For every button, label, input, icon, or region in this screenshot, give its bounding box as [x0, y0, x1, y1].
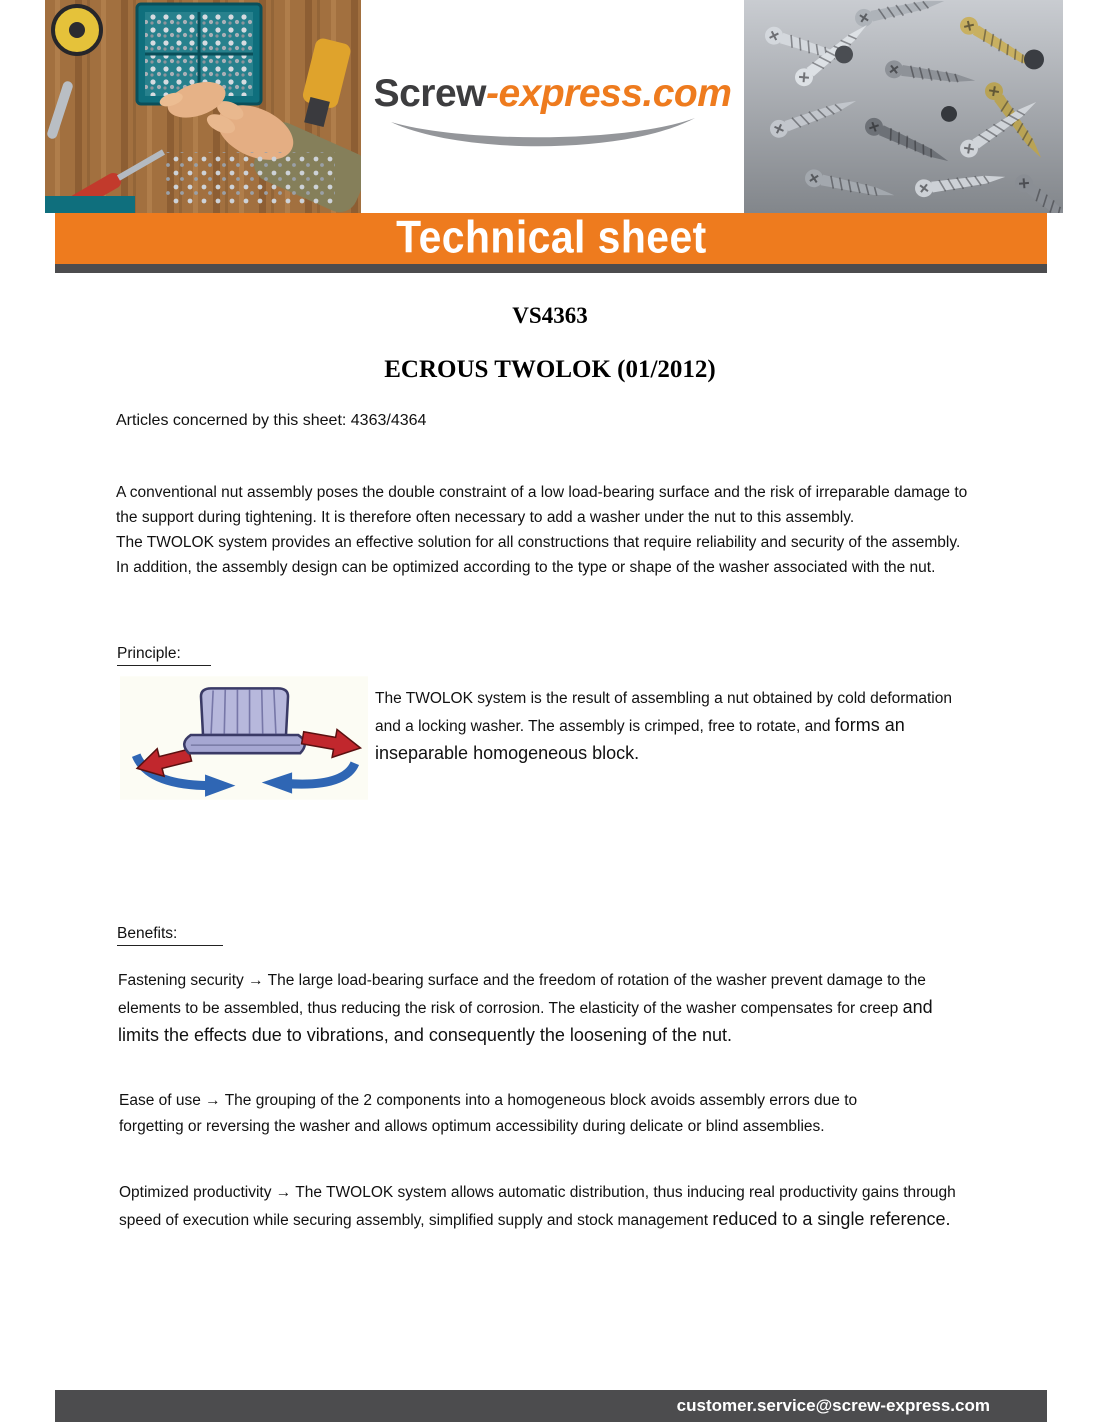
- benefit-3-main: Optimized productivity → The TWOLOK system allows automatic distribution, thus inducing real productivity gains through speed of execution while securing assembly, simplified supply and stock management: [119, 1184, 956, 1229]
- logo-swoosh-icon: [387, 114, 699, 156]
- logo-text: [374, 72, 732, 115]
- twolok-nut-illustration: [120, 676, 368, 800]
- document-title: VS4363: [512, 303, 588, 328]
- benefit-1-main: Fastening security → The large load-bearing surface and the freedom of rotation of the washer prevent damage to the elements to be assembled, thus reducing the risk of corrosion. The elasticity of the washer compensates for creep: [118, 972, 926, 1017]
- benefit-optimized-productivity: [119, 1180, 974, 1234]
- twolok-nut-illustration-art: [120, 676, 368, 800]
- workbench-photo-art: [45, 0, 361, 213]
- banner-title: Technical sheet: [395, 212, 707, 264]
- benefit-3-emphasis: reduced to a single reference.: [712, 1209, 951, 1229]
- footer-bar: [55, 1390, 1047, 1422]
- benefit-fastening-security: [118, 968, 976, 1050]
- benefit-1-emphasis: and limits the effects due to vibrations, and consequently the loosening of the nut.: [118, 997, 933, 1045]
- principle-label: Principle:: [117, 645, 211, 666]
- principle-text-emphasis: forms an inseparable homogeneous block.: [375, 715, 905, 763]
- benefits-label: Benefits:: [117, 925, 223, 946]
- workbench-photo: [45, 0, 361, 213]
- logo-text-express: -express.com: [485, 72, 732, 115]
- benefit-ease-of-use: Ease of use → The grouping of the 2 components into a homogeneous block avoids assembly errors due to forgetting or reversing the washer and allows optimum accessibility during delicate or blind assemblies.: [119, 1092, 858, 1135]
- intro-section: [116, 480, 972, 580]
- intro-paragraph-1: A conventional nut assembly poses the double constraint of a low load-bearing surface and the risk of irreparable damage to the support during tightening. It is therefore often necessary to add a washer under the nut to this assembly.: [116, 484, 968, 526]
- principle-text: [375, 686, 960, 768]
- principle-text-main: The TWOLOK system is the result of assembling a nut obtained by cold deformation and a locking washer. The assembly is crimped, free to rotate, and: [375, 690, 952, 735]
- articles-line: Articles concerned by this sheet: 4363/4364: [116, 412, 427, 429]
- screws-pile-photo-art: [744, 0, 1063, 213]
- intro-paragraph-2: The TWOLOK system provides an effective solution for all constructions that require reliability and security of the assembly. In addition, the assembly design can be optimized according to the type or shape of the washer associated with the nut.: [116, 534, 961, 576]
- brand-logo: [361, 72, 744, 148]
- banner-underline: [55, 264, 1047, 273]
- document-subtitle: ECROUS TWOLOK (01/2012): [384, 356, 716, 383]
- screws-pile-photo: [744, 0, 1063, 213]
- technical-sheet-banner: [55, 213, 1047, 264]
- footer-email: customer.service@screw-express.com: [676, 1396, 990, 1415]
- logo-text-screw: Screw: [373, 72, 486, 115]
